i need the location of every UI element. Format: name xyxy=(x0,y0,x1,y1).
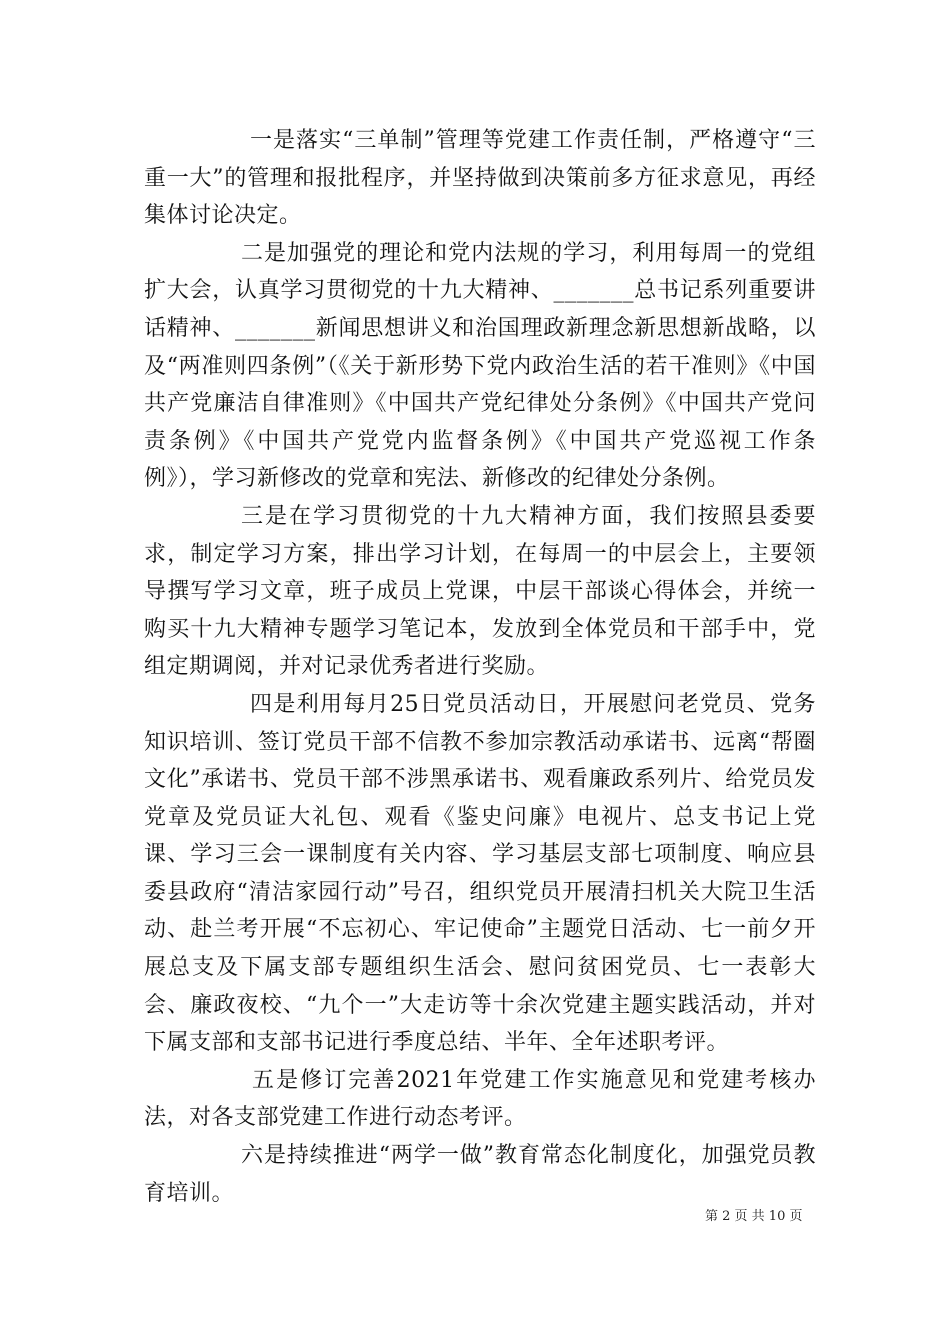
paragraph-4: 四是利用每月25日党员活动日，开展慰问老党员、党务知识培训、签订党员干部不信教不参加宗教活动承诺书、远离“帮圈文化”承诺书、党员干部不涉黑承诺书、观看廉政系列片、给党员发党章及党员证大礼包、观看《鉴史问廉》电视片、总支书记上党课、学习三会一课制度有关内容、学习基层支部七项制度、响应县委县政府“清洁家园行动”号召，组织党员开展清扫机关大院卫生活动、赴兰考开展“不忘初心、牢记使命”主题党日活动、七一前夕开展总支及下属支部专题组织生活会、慰问贫困党员、七一表彰大会、廉政夜校、“九个一”大走访等十余次党建主题实践活动，并对下属支部和支部书记进行季度总结、半年、全年述职考评。 xyxy=(144,691,816,1056)
paragraph-5: 五是修订完善2021年党建工作实施意见和党建考核办法，对各支部党建工作进行动态考评。 xyxy=(144,1067,816,1131)
paragraph-3: 三是在学习贯彻党的十九大精神方面，我们按照县委要求，制定学习方案，排出学习计划，在每周一的中层会上，主要领导撰写学习文章，班子成员上党课，中层干部谈心得体会，并统一购买十九大精神专题学习笔记本，发放到全体党员和干部手中，党组定期调阅，并对记录优秀者进行奖励。 xyxy=(144,503,816,680)
document-body xyxy=(144,122,816,1212)
paragraph-1: 一是落实“三单制”管理等党建工作责任制，严格遵守“三重一大”的管理和报批程序，并坚持做到决策前多方征求意见，再经集体讨论决定。 xyxy=(144,128,816,229)
paragraph-6: 六是持续推进“两学一做”教育常态化制度化，加强党员教育培训。 xyxy=(144,1143,816,1206)
paragraph-2: 二是加强党的理论和党内法规的学习，利用每周一的党组扩大会，认真学习贯彻党的十九大精神、_______总书记系列重要讲话精神、_______新闻思想讲义和治国理政新理念新思想新战略，以及“两准则四条例”（《关于新形势下党内政治生活的若干准则》《中国共产党廉洁自律准则》《中国共产党纪律处分条例》《中国共产党问责条例》《中国共产党党内监督条例》《中国共产党巡视工作条例》），学习新修改的党章和宪法、新修改的纪律处分条例。 xyxy=(144,240,816,492)
page-number-footer: 第 2 页 共 10 页 xyxy=(705,1209,803,1224)
